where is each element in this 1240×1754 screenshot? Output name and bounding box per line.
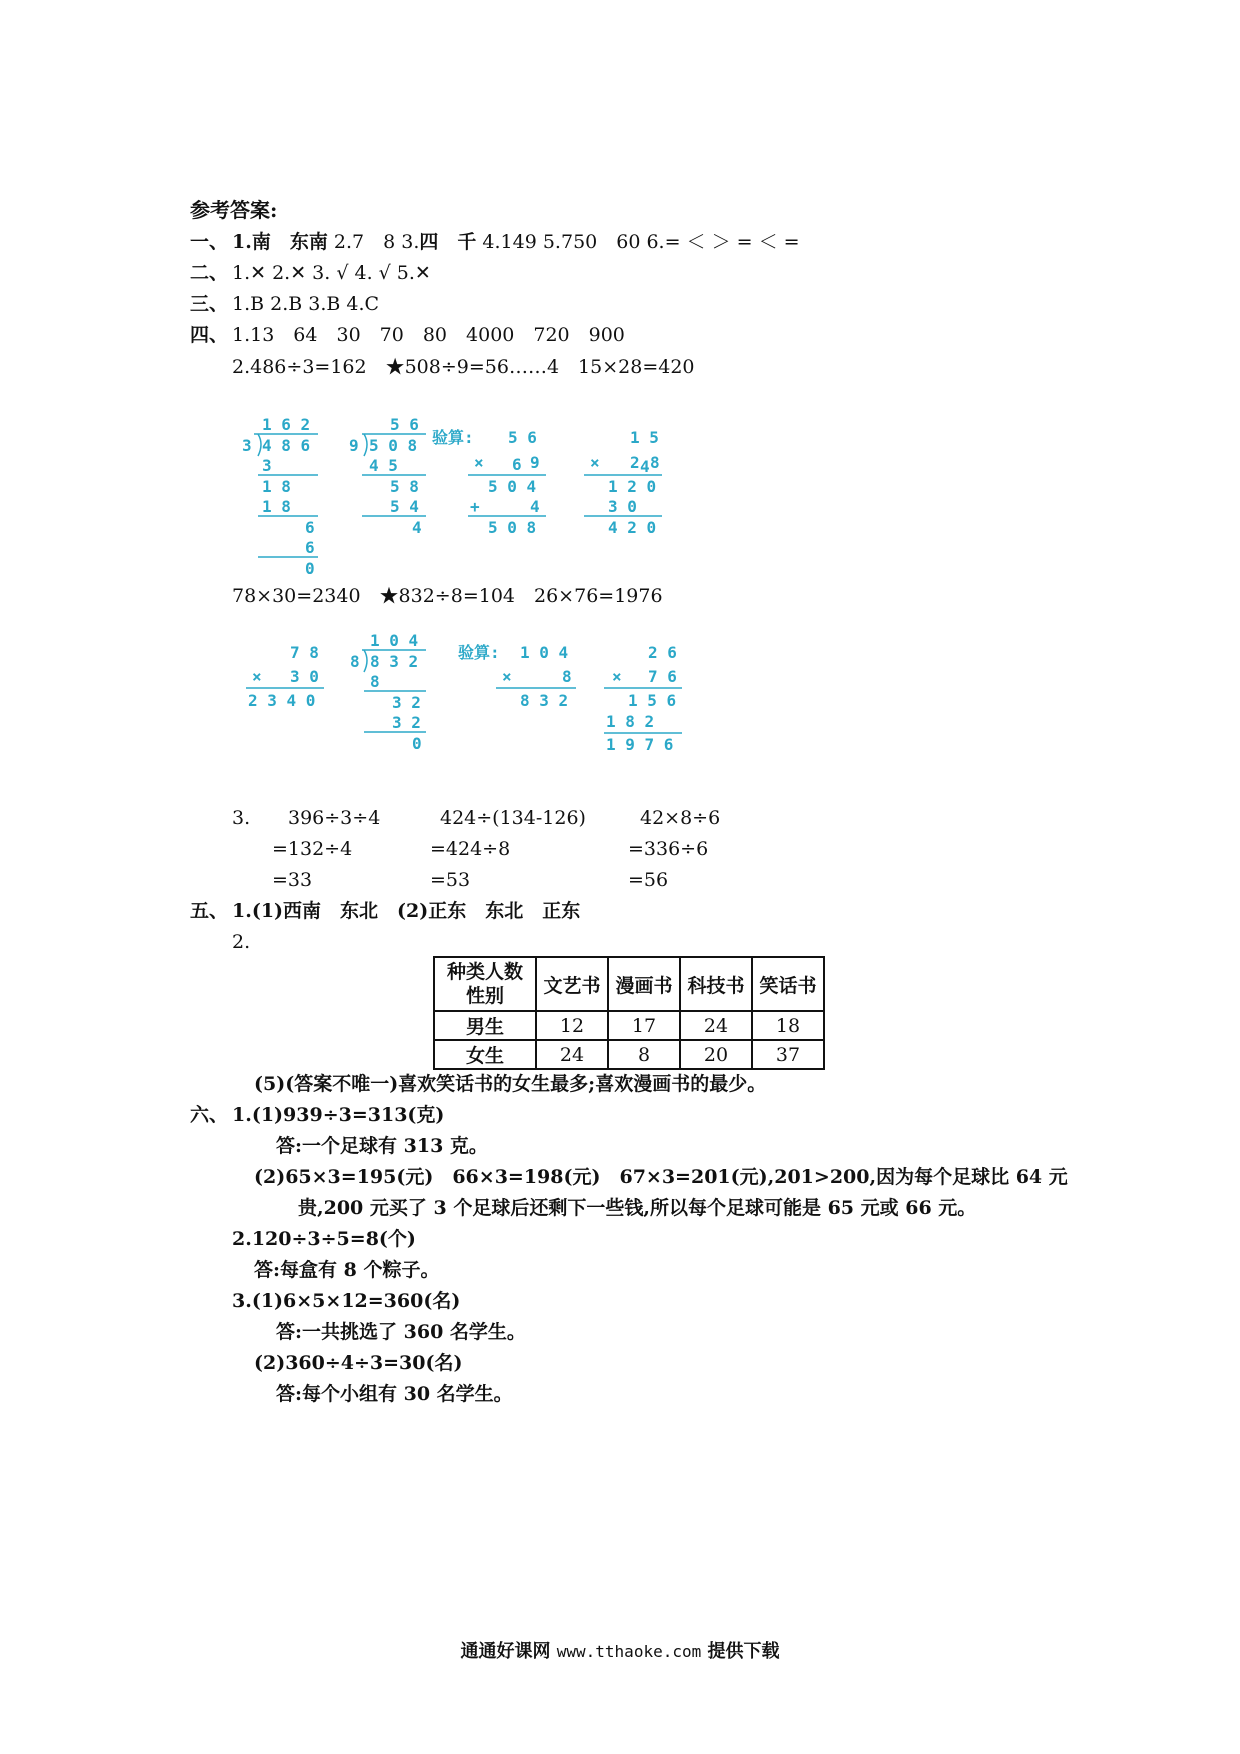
q3-col2-line1: 424÷(134-126) bbox=[440, 807, 586, 829]
table-cell: 17 bbox=[608, 1011, 680, 1040]
calc-text: 5 0 4 bbox=[488, 477, 537, 496]
calc-486-div-3 bbox=[242, 415, 318, 578]
calc-text: 5 0 8 bbox=[488, 518, 537, 537]
calc-text: 1 0 4 bbox=[370, 631, 419, 650]
table-cell: 24 bbox=[680, 1011, 752, 1040]
calc-15-times-28 bbox=[584, 428, 662, 537]
calc-text: 8 bbox=[562, 667, 572, 686]
calc-text: 4 8 6 bbox=[262, 436, 311, 455]
calc-check-104-times-8 bbox=[458, 643, 576, 710]
calc-text: 8 bbox=[350, 652, 360, 671]
calc-508-div-9 bbox=[349, 415, 426, 537]
corner-bottom-label: 性别 bbox=[465, 985, 504, 1007]
section-6-line-10: 答:每个小组有 30 名学生。 bbox=[276, 1383, 513, 1405]
q3-col1-line2: =132÷4 bbox=[272, 838, 353, 860]
calc-26-times-76 bbox=[604, 643, 682, 754]
calc-carry: 6 bbox=[512, 455, 522, 474]
calc-text: 1 8 bbox=[262, 477, 291, 496]
calc-bracket bbox=[364, 434, 367, 456]
footer-url[interactable]: www.tthaoke.com bbox=[556, 1642, 702, 1661]
table-cell: 24 bbox=[536, 1040, 608, 1069]
q3-col2-line2: =424÷8 bbox=[430, 838, 511, 860]
q3-col3-line1: 42×8÷6 bbox=[640, 807, 721, 829]
footer-tail: 提供下载 bbox=[707, 1641, 780, 1662]
table-cell: 18 bbox=[752, 1011, 824, 1040]
calc-text: 9 bbox=[530, 453, 540, 472]
calc-text: 6 bbox=[305, 538, 315, 557]
q3-col3-line3: =56 bbox=[628, 869, 669, 891]
calc-text: × bbox=[474, 453, 484, 472]
calc-text: 8 bbox=[370, 672, 380, 691]
calc-bracket bbox=[364, 650, 367, 672]
calc-text: 3 2 bbox=[392, 693, 421, 712]
calc-text: × bbox=[502, 667, 512, 686]
yansuan-label: 验算: bbox=[432, 428, 474, 447]
section-1-text-d: 4.149 5.750 60 6.= ＜ ＞ = ＜ = bbox=[476, 231, 800, 253]
table-cell: 12 bbox=[536, 1011, 608, 1040]
calc-text: 1 9 7 6 bbox=[606, 735, 674, 754]
calc-text: + bbox=[470, 497, 480, 516]
calc-text: 1 8 bbox=[262, 497, 291, 516]
calc-text: × bbox=[590, 453, 600, 472]
table-cell: 8 bbox=[608, 1040, 680, 1069]
table-cell: 37 bbox=[752, 1040, 824, 1069]
section-6-line-4: 贵,200 元买了 3 个足球后还剩下一些钱,所以每个足球可能是 65 元或 66 元。 bbox=[298, 1197, 977, 1219]
calc-text: 2 3 4 0 bbox=[248, 691, 316, 710]
section-6-line-5: 2.120÷3÷5=8(个) bbox=[232, 1228, 416, 1250]
page-footer bbox=[0, 1637, 1240, 1663]
calc-text: 3 2 bbox=[392, 713, 421, 732]
calc-text: 0 bbox=[412, 734, 422, 753]
calc-text: 3 0 bbox=[290, 667, 319, 686]
section-6-line-3: (2)65×3=195(元) 66×3=198(元) 67×3=201(元),201>200,因为每个足球比 64 元 bbox=[254, 1166, 1068, 1188]
table-header-cell: 漫画书 bbox=[608, 957, 680, 1011]
calc-text: 3 bbox=[242, 436, 252, 455]
calc-text: 8 3 2 bbox=[370, 652, 419, 671]
section-6-line-8: 答:一共挑选了 360 名学生。 bbox=[276, 1321, 526, 1343]
section-5-mark: 五、 bbox=[190, 900, 229, 922]
calc-carry: 4 bbox=[640, 457, 650, 476]
calc-text: 1 5 6 bbox=[628, 691, 677, 710]
section-5-q2: 2. bbox=[232, 931, 251, 953]
section-4-q1: 1.13 64 30 70 80 4000 720 900 bbox=[232, 324, 625, 346]
calc-text: 4 2 0 bbox=[608, 518, 657, 537]
table-row bbox=[434, 1040, 824, 1069]
table-cell: 20 bbox=[680, 1040, 752, 1069]
calc-text: 1 8 2 bbox=[606, 712, 655, 731]
calc-text: 5 4 bbox=[390, 497, 419, 516]
calc-text: 6 bbox=[305, 518, 315, 537]
table-header-cell: 科技书 bbox=[680, 957, 752, 1011]
q3-col3-line2: =336÷6 bbox=[628, 838, 709, 860]
table-corner-cell bbox=[434, 957, 536, 1011]
calc-text: 5 6 bbox=[508, 428, 537, 447]
section-1-text-c: 四 千 bbox=[419, 231, 477, 253]
q3-col1-line3: =33 bbox=[272, 869, 313, 891]
calc-text: 1 0 4 bbox=[520, 643, 569, 662]
section-1-text-b: 2.7 8 3. bbox=[327, 231, 420, 253]
calc-bracket bbox=[258, 434, 261, 456]
calc-text: 4 5 bbox=[369, 456, 398, 475]
section-6-line-6: 答:每盒有 8 个粽子。 bbox=[254, 1259, 440, 1281]
section-6-line-9: (2)360÷4÷3=30(名) bbox=[254, 1352, 463, 1374]
answer-heading: 参考答案: bbox=[190, 198, 278, 222]
table-header-cell: 笑话书 bbox=[752, 957, 824, 1011]
calc-text: × bbox=[252, 667, 262, 686]
q3-col1-line1: 396÷3÷4 bbox=[288, 807, 381, 829]
section-5-q5: (5)(答案不唯一)喜欢笑话书的女生最多;喜欢漫画书的最少。 bbox=[254, 1073, 767, 1095]
table-header-cell: 文艺书 bbox=[536, 957, 608, 1011]
calc-text: 2 bbox=[630, 453, 640, 472]
section-4-q3-num: 3. bbox=[232, 807, 251, 829]
calc-text: 9 bbox=[349, 436, 359, 455]
section-6-mark: 六、 bbox=[190, 1104, 229, 1126]
q3-col2-line3: =53 bbox=[430, 869, 471, 891]
section-6-line-1: 1.(1)939÷3=313(克) bbox=[232, 1104, 445, 1126]
calc-text: 8 3 2 bbox=[520, 691, 569, 710]
calc-text: 5 8 bbox=[390, 477, 419, 496]
calc-832-div-8 bbox=[350, 631, 426, 753]
section-6-line-2: 答:一个足球有 313 克。 bbox=[276, 1135, 488, 1157]
section-2-mark: 二、 bbox=[190, 262, 229, 284]
calc-check-56-times-9 bbox=[432, 428, 546, 537]
calc-text: × bbox=[612, 667, 622, 686]
section-4-q2b: 78×30=2340 ★832÷8=104 26×76=1976 bbox=[232, 585, 663, 607]
section-1-mark: 一、 bbox=[190, 231, 229, 253]
calc-text: 0 bbox=[305, 559, 315, 578]
calc-text: 5 6 bbox=[390, 415, 419, 434]
calc-text: 7 8 bbox=[290, 643, 319, 662]
section-2-answers: 1.✕ 2.✕ 3. √ 4. √ 5.✕ bbox=[232, 262, 431, 284]
table-header-row bbox=[434, 957, 824, 1011]
yansuan-label: 验算: bbox=[458, 643, 500, 662]
section-4-q2: 2.486÷3=162 ★508÷9=56……4 15×28=420 bbox=[232, 356, 695, 378]
calc-text: 4 bbox=[412, 518, 422, 537]
row-label: 女生 bbox=[434, 1040, 536, 1069]
calc-text: 1 5 bbox=[630, 428, 659, 447]
section-6-line-7: 3.(1)6×5×12=360(名) bbox=[232, 1290, 461, 1312]
section-4-mark: 四、 bbox=[190, 324, 229, 346]
section-3-mark: 三、 bbox=[190, 293, 229, 315]
calc-text: 7 6 bbox=[648, 667, 677, 686]
table-row bbox=[434, 1011, 824, 1040]
section-3-answers: 1.B 2.B 3.B 4.C bbox=[232, 293, 380, 315]
calc-text: 1 2 0 bbox=[608, 477, 657, 496]
calc-text: 5 0 8 bbox=[369, 436, 418, 455]
section-1-text-a: 1.南 东南 bbox=[232, 231, 328, 253]
calc-text: 1 6 2 bbox=[262, 415, 311, 434]
calc-78-times-30 bbox=[246, 643, 324, 710]
book-preference-table bbox=[433, 956, 825, 1070]
footer-site-name: 通通好课网 bbox=[460, 1641, 551, 1662]
calc-text: 2 6 bbox=[648, 643, 677, 662]
row-label: 男生 bbox=[434, 1011, 536, 1040]
calc-text: 8 bbox=[650, 453, 660, 472]
calc-text: 3 0 bbox=[608, 497, 637, 516]
corner-top-label: 种类人数 bbox=[446, 961, 523, 983]
calc-text: 3 bbox=[262, 456, 272, 475]
calc-text: 4 bbox=[530, 497, 540, 516]
section-5-q1: 1.(1)西南 东北 (2)正东 东北 正东 bbox=[232, 900, 581, 922]
